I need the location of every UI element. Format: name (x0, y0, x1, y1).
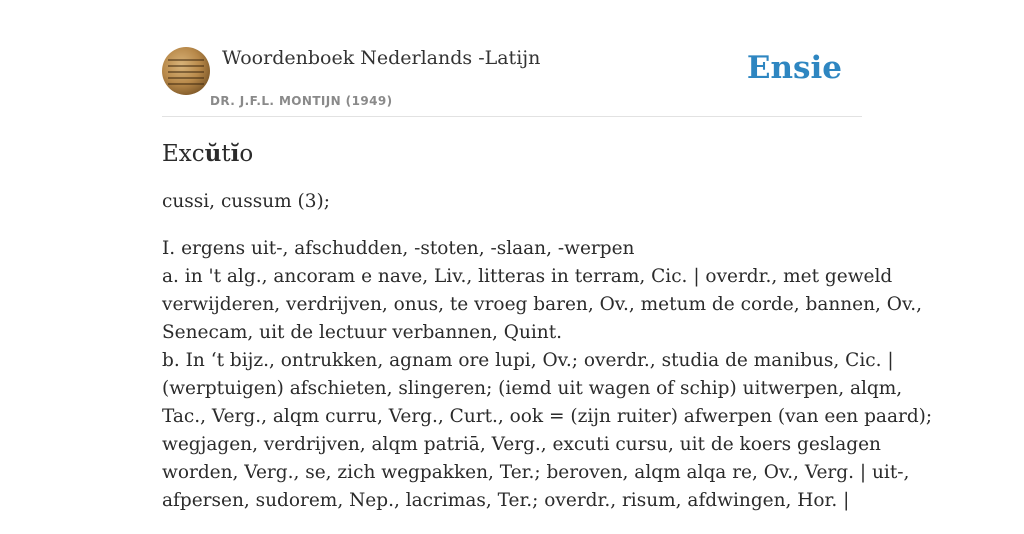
definition-line: verwijderen, verdrijven, onus, te vroeg baren, Ov., metum de corde, bannen, Ov., (162, 294, 922, 315)
headword-part: Exc (162, 141, 205, 167)
dictionary-title[interactable]: Woordenboek Nederlands -Latijn (222, 47, 541, 69)
headword-breve: ŭ (204, 140, 222, 167)
headword-breve: ĭ (230, 140, 240, 167)
dictionary-author: DR. J.F.L. MONTIJN (1949) (210, 94, 393, 108)
entry-definition (162, 235, 933, 515)
ensie-brand-link[interactable]: Ensie (746, 50, 842, 86)
entry-forms: cussi, cussum (3); (162, 191, 330, 212)
headword-part: o (239, 141, 254, 167)
definition-line: Tac., Verg., alqm curru, Verg., Curt., ook = (zijn ruiter) afwerpen (van een paard); (162, 406, 933, 427)
definition-line: (werptuigen) afschieten, slingeren; (iemd uit wagen of schip) uitwerpen, alqm, (162, 378, 903, 399)
latin-coin-logo[interactable] (162, 47, 210, 95)
site-header (162, 44, 862, 117)
definition-line: a. in 't alg., ancoram e nave, Liv., litteras in terram, Cic. | overdr., met geweld (162, 266, 893, 287)
definition-line: afpersen, sudorem, Nep., lacrimas, Ter.; overdr., risum, afdwingen, Hor. | (162, 490, 850, 511)
definition-line: b. In ‘t bijz., ontrukken, agnam ore lupi, Ov.; overdr., studia de manibus, Cic. | (162, 350, 894, 371)
definition-line: worden, Verg., se, zich wegpakken, Ter.; beroven, alqm alqa re, Ov., Verg. | uit-, (162, 462, 910, 483)
definition-line: wegjagen, verdrijven, alqm patriā, Verg., excuti cursu, uit de koers geslagen (162, 434, 881, 455)
entry-headword (162, 138, 862, 170)
entry-content (162, 138, 933, 534)
headword-part: t (221, 141, 231, 167)
definition-line: Senecam, uit de lectuur verbannen, Quint. (162, 322, 563, 343)
definition-line: I. ergens uit-, afschudden, -stoten, -slaan, -werpen (162, 238, 635, 259)
